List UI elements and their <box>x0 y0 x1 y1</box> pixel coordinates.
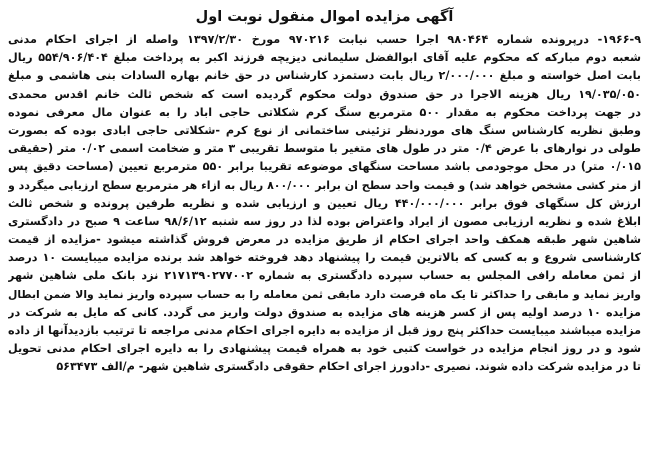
notice-line: طولی در نوارهای با عرض ۰/۴ متر در طول های متغیر با متوسط تقریبی ۳ متر و ضخامت اسمی ۰/۰۲ متر (حقیقی <box>8 142 641 156</box>
notice-line: از متر کشی مشخص خواهد شد) و قیمت واحد سطح ان برابر ۸۰۰/۰۰۰ ریال به ازاء هر مترمربع سطح ارزیابی میگردد و <box>8 178 641 192</box>
notice-line: مزایده ۱۰ درصد اولیه پس از کسر هزینه های مزایده به صندوق دولت واریز می گردد. کانی که مایل به شرکت در <box>8 305 641 319</box>
notice-line: ۰/۰۱۵ متر) در محل موجودمی باشد مساحت سنگهای موضوعه تقریبا برابر ۵۵۰ مترمربع تعیین (مساحت دقیق پس <box>8 160 641 174</box>
notice-line: شعبه دوم مبارکه که محکوم علیه آقای ابوالفضل سلیمانی دیزیچه فرزند اکبر به پرداخت مبلغ ۵۵۴/۹۰۶/۴۰۴ ریال <box>8 51 641 65</box>
notice-line: از ثمن معامله رافی المجلس به حساب سپرده دادگستری به شماره ۲۱۷۱۳۹۰۲۷۷۰۰۲ نزد بانک ملی شاهین شهر <box>8 269 641 283</box>
notice-line: ۱۹۶۶-۹- درپرونده شماره ۹۸۰۴۶۴ اجرا حسب نیابت ۹۷۰۲۱۶ مورخ ۱۳۹۷/۲/۳۰ واصله از اجرای احکام مدنی <box>8 33 641 46</box>
notice-line: بابت اصل خواسته و مبلغ ۲/۰۰۰/۰۰۰ ریال بابت دستمزد کارشناس در حق خانم بهاره السادات بنی هاشمی و مبلغ <box>8 69 641 83</box>
notice-line: ۱۹/۰۳۵/۰۵۰ ریال هزینه الاجرا در حق صندوق دولت محکوم گردیده است که شخص ثالث خانم اقدس محمدی <box>8 87 641 101</box>
notice-line: در جهت پرداخت محکوم به مقدار ۵۰۰ مترمربع سنگ کرم شکلاتی حاجی اباد را به عنوان مال معرفی نموده <box>8 105 641 119</box>
notice-line: ارزش کل سنگهای فوق برابر ۴۴۰/۰۰۰/۰۰۰ ریال تعیین و ارزیابی شده و نظریه طرفین پرونده و شخص ثالث <box>8 196 641 210</box>
notice-body <box>8 31 641 377</box>
notice-line: شاهین شهر طبقه همکف واحد اجرای احکام از طریق مزایده در معرض فروش گذاشته میشود -مزایده از قیمت <box>8 233 641 247</box>
notice-line: وطبق نظریه کارشناس سنگ های موردنظر تزئینی ساختمانی از نوع کرم -شکلاتی حاجی ابادی بوده که بصورت <box>8 123 641 137</box>
notice-line: ابلاغ شده و نظریه ارزیابی مصون از ایراد واعتراض بوده لذا در روز سه شنبه ۹۸/۶/۱۲ ساعت ۹ صبح در دادگستری <box>8 214 641 228</box>
notice-line: شود و در روز انجام مزایده در خواست کتبی خود به همراه قیمت پیشنهادی را به دایره اجرای احکام مدنی تحویل <box>8 342 641 356</box>
notice-line: واریز نماید و مابقی را حداکثر تا یک ماه فرصت دارد مابقی ثمن معامله را به حساب سپرده واریز نماید والا ضمن ابطال <box>8 287 641 301</box>
notice-line: مزایده میباشند میبایست حداکثر پنج روز قبل از مزایده به دایره اجرای احکام مدنی مراجعه تا ترتیب بازدیدآنها از داده <box>8 324 641 337</box>
notice-line: کارشناسی شروع و به کسی که بالاترین قیمت را پیشنهاد دهد فروخته خواهد شد برنده مزایده میبایست ۱۰ درصد <box>8 251 641 265</box>
notice-line-signature: تا در مزایده شرکت داده شوند. نصیری -دادورز اجرای احکام حقوقی دادگستری شاهین شهر- م/الف ۵۶۳۴۷۳ <box>56 360 641 374</box>
notice-title: آگهی مزایده اموال منقول نوبت اول <box>195 9 454 25</box>
